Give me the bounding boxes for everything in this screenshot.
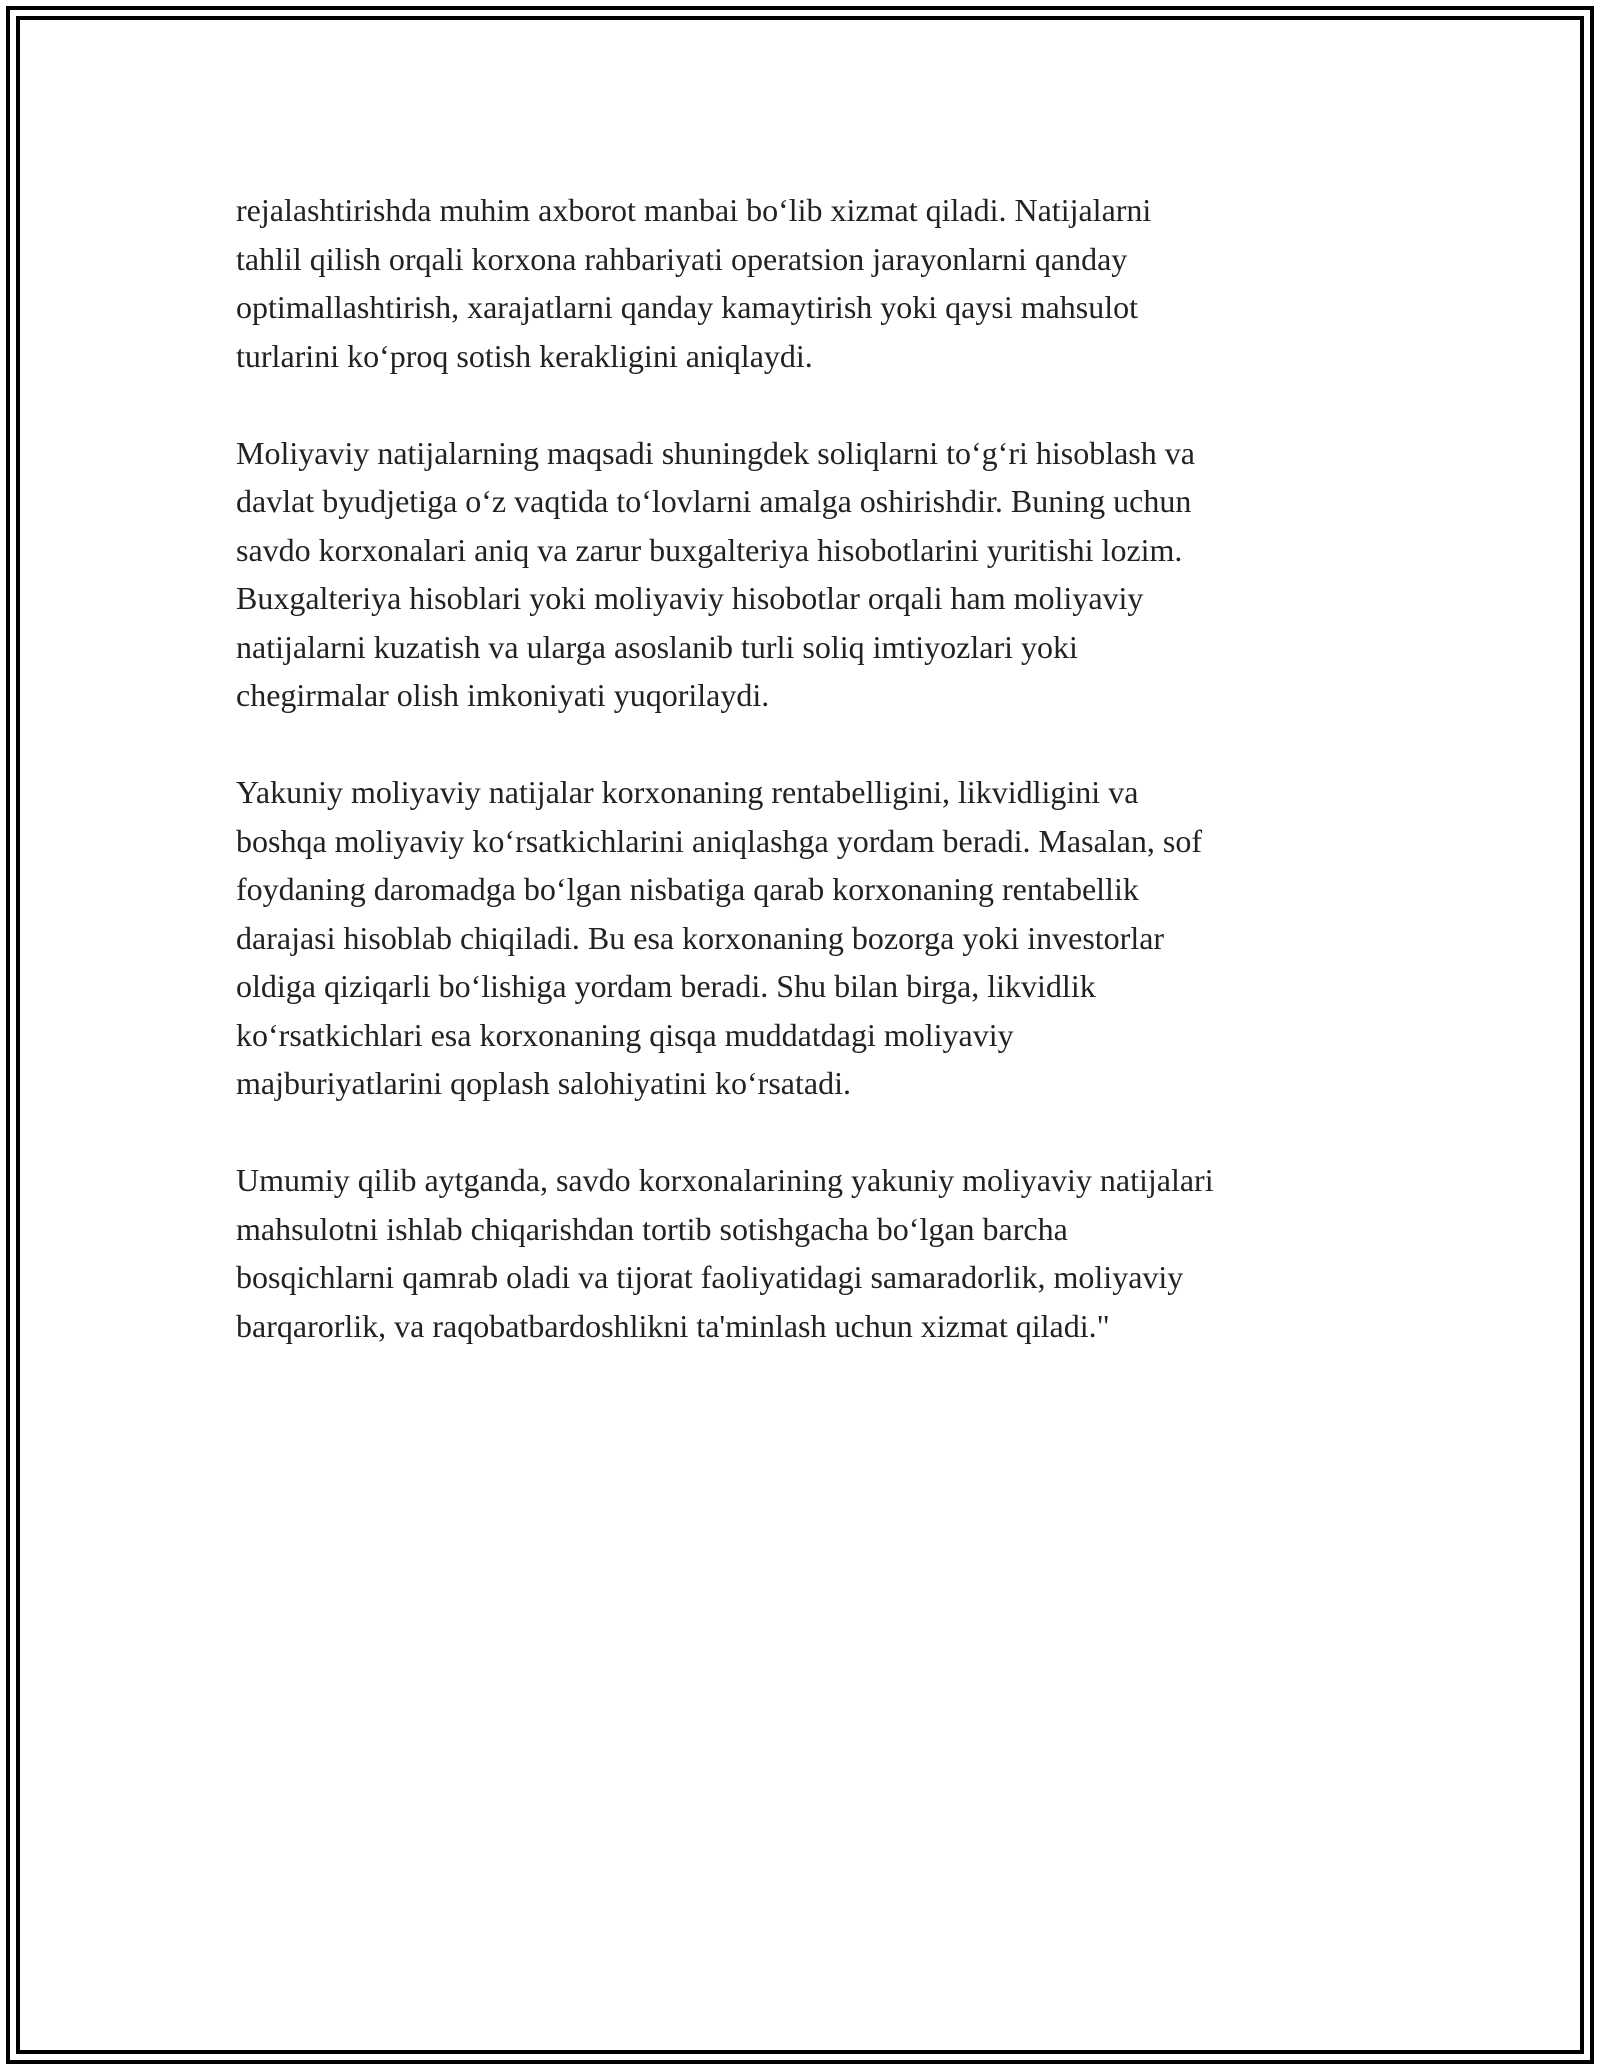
paragraph-3: Yakuniy moliyaviy natijalar korxonaning rentabelligini, likvidligini va boshqa moliyaviy ko‘rsatkichlarini aniqlashga yordam beradi. Masalan, sof foydaning daromadga bo‘lgan nisbatiga qarab korxonaning rentabellik darajasi hisoblab chiqiladi. Bu esa korxonaning bozorga yoki investorlar oldiga qiziqarli bo‘lishiga yordam beradi. Shu bilan birga, likvidlik ko‘rsatkichlari esa korxonaning qisqa muddatdagi moliyaviy majburiyatlarini qoplash salohiyatini ko‘rsatadi. — [236, 774, 1202, 1101]
paragraph-4: Umumiy qilib aytganda, savdo korxonalarining yakuniy moliyaviy natijalari mahsulotni ishlab chiqarishdan tortib sotishgacha bo‘lgan barcha bosqichlarni qamrab oladi va tijorat faoliyatidagi samaradorlik, moliyaviy barqarorlik, va raqobatbardoshlikni ta'minlash uchun xizmat qiladi." — [236, 1162, 1214, 1344]
document-body — [236, 186, 1366, 1399]
paragraph-1: rejalashtirishda muhim axborot manbai bo‘lib xizmat qiladi. Natijalarni tahlil qilish orqali korxona rahbariyati operatsion jarayonlarni qanday optimallashtirish, xarajatlarni qanday kamaytirish yoki qaysi mahsulot turlarini ko‘proq sotish kerakligini aniqlaydi. — [236, 192, 1152, 374]
paragraph-2: Moliyaviy natijalarning maqsadi shuningdek soliqlarni to‘g‘ri hisoblash va davlat byudjetiga o‘z vaqtida to‘lovlarni amalga oshirishdir. Buning uchun savdo korxonalari aniq va zarur buxgalteriya hisobotlarini yuritishi lozim. Buxgalteriya hisoblari yoki moliyaviy hisobotlar orqali ham moliyaviy natijalarni kuzatish va ularga asoslanib turli soliq imtiyozlari yoki chegirmalar olish imkoniyati yuqorilaydi. — [236, 434, 1195, 713]
